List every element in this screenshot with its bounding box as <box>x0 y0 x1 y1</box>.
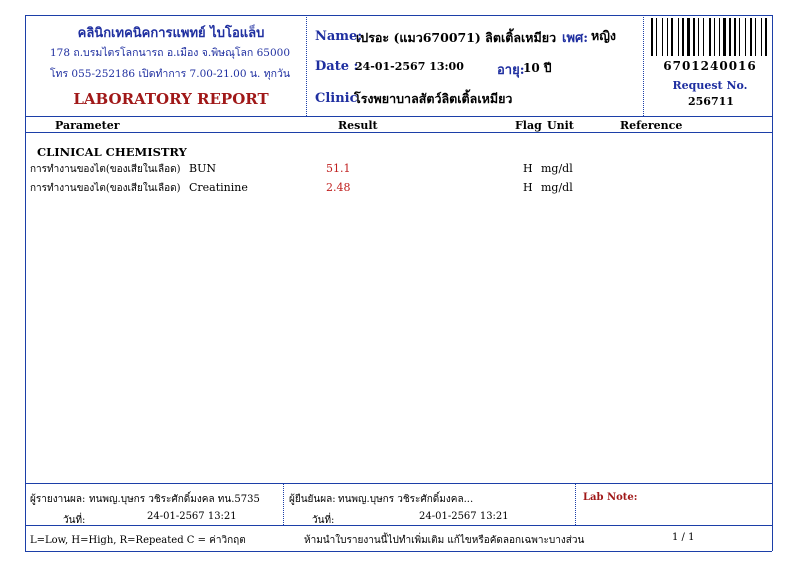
request-label: Request No. <box>672 79 748 92</box>
table-row <box>0 162 794 178</box>
header-divider <box>25 116 772 117</box>
approve-date-value: 24-01-2567 13:21 <box>419 511 509 522</box>
test-group: การทำงานของไต(ของเสียในเลือด) <box>30 164 181 175</box>
test-unit: mg/dl <box>541 162 573 175</box>
approve-date-label: วันที่: <box>312 515 335 526</box>
test-flag: H <box>523 181 533 194</box>
test-unit: mg/dl <box>541 181 573 194</box>
sex-value: หญิง <box>591 28 616 43</box>
footer-separator-2 <box>575 483 576 525</box>
barcode-number: 6701240016 <box>663 59 757 73</box>
date-label: Date : <box>315 59 359 74</box>
age-label: อายุ: <box>497 63 525 78</box>
clinic-address: 178 ถ.บรมไตรโลกนารถ อ.เมือง จ.พิษณุโลก 65000 <box>49 47 291 59</box>
test-name: Creatinine <box>189 181 248 194</box>
age-value: 10 ปี <box>523 61 552 75</box>
test-flag: H <box>523 162 533 175</box>
report-date-label: วันที่: <box>63 515 86 526</box>
footer-separator-1 <box>283 483 284 525</box>
test-result: 2.48 <box>326 181 351 194</box>
column-header-divider <box>25 132 772 133</box>
approver-value: ทนพญ.บุษกร วชิระศักดิ์มงคล... <box>338 494 474 505</box>
footer-bottom-divider <box>25 525 772 526</box>
approver-label: ผู้ยืนยันผล: <box>289 494 336 505</box>
reporter-value: ทนพญ.บุษกร วชิระศักดิ์มงคล ทน.5735 <box>89 494 260 505</box>
header-separator-1 <box>306 15 307 116</box>
clinic-value: โรงพยาบาลสัตว์ลิตเติ้ลเหมียว <box>354 91 513 106</box>
col-flag: Flag <box>515 119 542 132</box>
footer-top-divider <box>25 483 772 484</box>
col-reference: Reference <box>620 119 683 132</box>
request-number: 256711 <box>688 95 734 108</box>
barcode-image <box>651 18 769 56</box>
clinic-phone: โทร 055-252186 เปิดทำการ 7.00-21.00 น. ทุกวัน <box>49 68 291 80</box>
report-title: LABORATORY REPORT <box>73 90 269 108</box>
sex-label: เพศ: <box>562 31 589 46</box>
col-parameter: Parameter <box>55 119 120 132</box>
name-label: Name: <box>315 29 363 44</box>
flag-legend: L=Low, H=High, R=Repeated C = ค่าวิกฤต <box>30 535 246 546</box>
top-border <box>25 15 772 16</box>
clinic-label: Clinic <box>315 91 358 106</box>
date-value: 24-01-2567 13:00 <box>355 60 464 73</box>
clinic-name: คลินิกเทคนิคการแพทย์ ไบโอแล็บ <box>77 26 265 41</box>
test-group: การทำงานของไต(ของเสียในเลือด) <box>30 183 181 194</box>
patient-name: เปรอะ (แมว670071) ลิตเติ้ลเหมียว <box>356 30 557 45</box>
col-unit: Unit <box>547 119 574 132</box>
disclaimer: ห้ามนำใบรายงานนี้ไปทำเพิ่มเติม แก้ไขหรือคัดลอกเฉพาะบางส่วน <box>304 535 585 546</box>
reporter-label: ผู้รายงานผล: <box>30 494 86 505</box>
table-row <box>0 181 794 197</box>
lab-note-label: Lab Note: <box>583 492 638 503</box>
col-result: Result <box>338 119 378 132</box>
header-separator-2 <box>643 15 644 116</box>
report-date-value: 24-01-2567 13:21 <box>147 511 237 522</box>
test-result: 51.1 <box>326 162 351 175</box>
section-title: CLINICAL CHEMISTRY <box>37 145 187 159</box>
test-name: BUN <box>189 162 216 175</box>
page-number: 1 / 1 <box>672 532 695 543</box>
bottom-border <box>25 551 772 552</box>
